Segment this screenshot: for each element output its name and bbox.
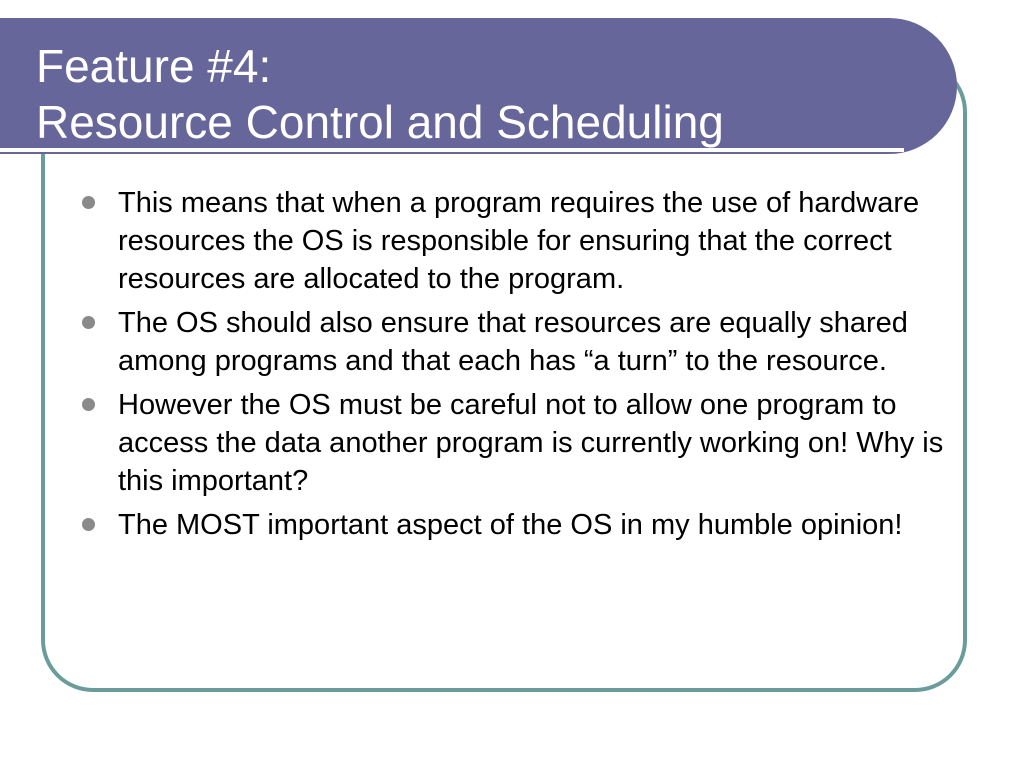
- title-line-1: Feature #4:: [36, 40, 272, 92]
- title-underline: [0, 148, 904, 152]
- bullet-dot-icon: [82, 398, 95, 411]
- bullet-list: [80, 184, 950, 550]
- bullet-text: This means that when a program requires the use of hardware resources the OS is responsible for ensuring that the correct resources are allocated to the program.: [118, 187, 920, 295]
- bullet-item: [80, 386, 950, 500]
- bullet-text: The MOST important aspect of the OS in my humble opinion!: [118, 509, 903, 541]
- slide-title: [36, 38, 724, 150]
- bullet-item: [80, 304, 950, 380]
- bullet-dot-icon: [82, 518, 95, 531]
- bullet-dot-icon: [82, 196, 95, 209]
- bullet-dot-icon: [82, 316, 95, 329]
- bullet-item: [80, 184, 950, 298]
- title-bar: [0, 18, 957, 154]
- bullet-item: [80, 506, 950, 544]
- bullet-text: However the OS must be careful not to allow one program to access the data another program is currently working on! Why is this important?: [118, 389, 944, 497]
- bullet-text: The OS should also ensure that resources are equally shared among programs and that each has “a turn” to the resource.: [118, 307, 908, 377]
- title-line-2: Resource Control and Scheduling: [36, 96, 724, 148]
